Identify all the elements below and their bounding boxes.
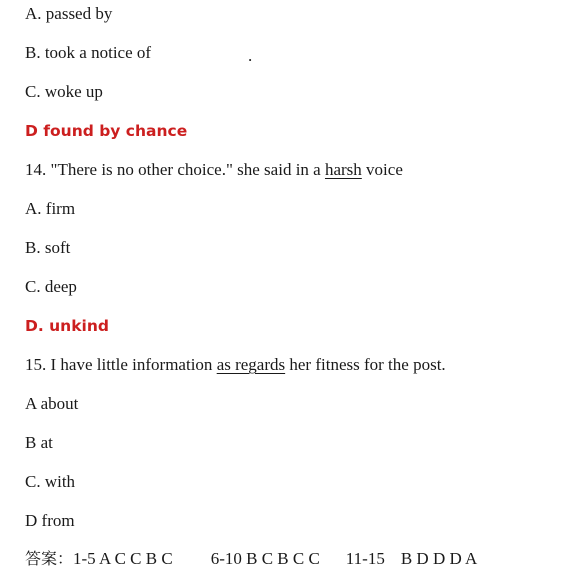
- question-14: [25, 160, 403, 180]
- option-13-b: B. took a notice of: [25, 43, 152, 62]
- answer-key: [25, 549, 477, 569]
- option-14-b: B. soft: [25, 238, 71, 257]
- answer-key-group-1: 1-5 A C C B C: [73, 549, 173, 568]
- question-14-prefix: 14. "There is no other choice." she said in a: [25, 160, 325, 179]
- answer-key-group-2: 6-10 B C B C C: [210, 549, 320, 568]
- option-14-c: C. deep: [25, 277, 77, 296]
- option-15-a: A about: [25, 394, 79, 413]
- question-15: [25, 355, 446, 375]
- option-14-a: A. firm: [25, 199, 76, 218]
- option-13-c: C. woke up: [25, 82, 103, 101]
- option-14-d-correct: D. unkind: [25, 317, 109, 335]
- answer-key-group-3-range: 11-15: [345, 549, 385, 568]
- question-15-suffix: her fitness for the post.: [285, 355, 446, 374]
- answer-key-label: 答案：: [25, 549, 74, 568]
- option-15-b: B at: [25, 433, 53, 452]
- option-15-d: D from: [25, 511, 75, 530]
- answer-key-group-3-answers: B D D D A: [400, 549, 478, 568]
- option-15-c: C. with: [25, 472, 76, 491]
- option-13-b-trailing-dot: .: [248, 46, 253, 65]
- option-13-d-correct: D found by chance: [25, 122, 188, 140]
- question-14-keyword: harsh: [324, 160, 362, 179]
- question-14-suffix: voice: [361, 160, 403, 179]
- option-13-a: A. passed by: [25, 4, 113, 23]
- question-15-prefix: 15. I have little information: [25, 355, 217, 374]
- question-15-keyword: as regards: [216, 355, 286, 374]
